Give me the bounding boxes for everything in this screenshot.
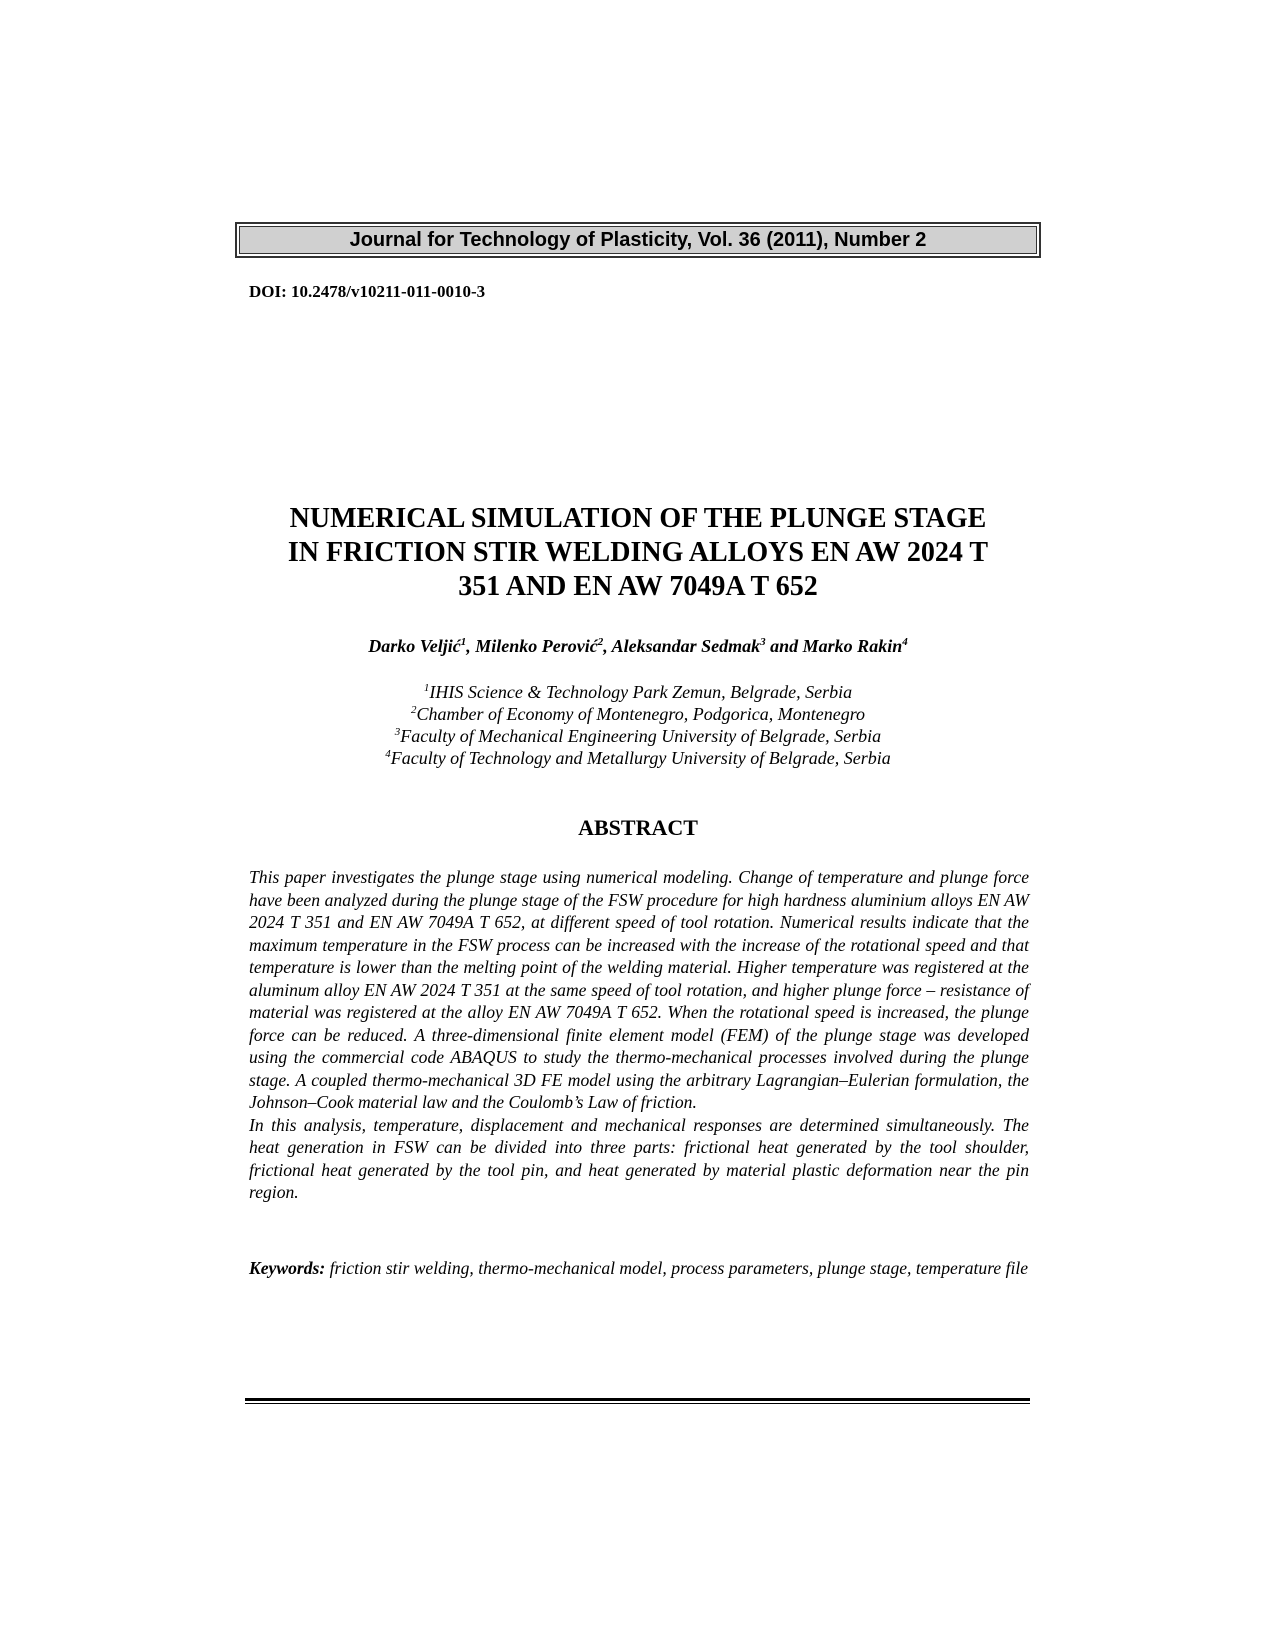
author-name: Marko Rakin xyxy=(802,636,903,656)
author-sup: 1 xyxy=(460,636,467,648)
journal-header-inner xyxy=(239,226,1037,254)
paper-title xyxy=(230,502,1046,604)
affiliation-item xyxy=(230,681,1046,703)
abstract-body xyxy=(249,866,1029,1204)
affiliation-sup: 4 xyxy=(385,748,391,760)
keywords-text: friction stir welding, thermo-mechanical model, process parameters, plunge stage, temperature file xyxy=(325,1258,1029,1278)
affiliation-sup: 3 xyxy=(394,726,401,738)
author-name: Milenko Perović xyxy=(475,636,598,656)
author-name: Darko Veljić xyxy=(368,636,461,656)
author-separator: and xyxy=(765,636,803,656)
keywords xyxy=(249,1257,1029,1280)
affiliation-item xyxy=(230,703,1046,725)
author-separator: , xyxy=(603,636,612,656)
affiliation-sup: 2 xyxy=(410,704,417,716)
affiliation-item xyxy=(230,725,1046,747)
affiliation-text: Faculty of Mechanical Engineering University of Belgrade, Serbia xyxy=(400,726,882,746)
affiliation-text: Chamber of Economy of Montenegro, Podgorica, Montenegro xyxy=(416,704,866,724)
affiliation-text: IHIS Science & Technology Park Zemun, Belgrade, Serbia xyxy=(429,682,853,702)
abstract-heading: ABSTRACT xyxy=(578,815,698,840)
author-separator: , xyxy=(466,636,476,656)
footer-divider-thin xyxy=(245,1403,1030,1404)
abstract-paragraph-2: In this analysis, temperature, displacement and mechanical responses are determined simultaneously. The heat generation in FSW can be divided into three parts: frictional heat generated by the tool shoulder, frictional heat generated by the tool pin, and heat generated by material plastic deformation near the pin region. xyxy=(249,1114,1029,1202)
abstract-paragraph-1: This paper investigates the plunge stage using numerical modeling. Change of temperature and plunge force have been analyzed during the plunge stage of the FSW procedure for high hardness aluminium alloys EN AW 2024 T 351 and EN AW 7049A T 652, at different speed of tool rotation. Numerical results indicate that the maximum temperature in the FSW process can be increased with the increase of the rotational speed and that temperature is lower than the melting point of the welding material. Higher temperature was registered at the aluminum alloy EN AW 2024 T 351 at the same speed of tool rotation, and higher plunge force – resistance of material was registered at the alloy EN AW 7049A T 652. When the rotational speed is increased, the plunge force can be reduced. A three-dimensional finite element model (FEM) of the plunge stage was developed using the commercial code ABAQUS to study the thermo-mechanical processes involved during the plunge stage. A coupled thermo-mechanical 3D FE model using the arbitrary Lagrangian–Eulerian formulation, the Johnson–Cook material law and the Coulomb’s Law of friction. xyxy=(249,867,1029,1112)
author-list xyxy=(230,636,1046,657)
keywords-label: Keywords: xyxy=(249,1258,326,1278)
author-name: Aleksandar Sedmak xyxy=(611,636,761,656)
paper-title-line-1: NUMERICAL SIMULATION OF THE PLUNGE STAGE xyxy=(289,503,987,534)
doi-line: DOI: 10.2478/v10211-011-0010-3 xyxy=(249,282,486,301)
affiliation-sup: 1 xyxy=(423,682,430,694)
paper-title-line-2: IN FRICTION STIR WELDING ALLOYS EN AW 2024 T xyxy=(287,537,989,568)
author-sup: 2 xyxy=(597,636,604,648)
journal-header-box xyxy=(235,222,1041,258)
affiliation-list xyxy=(230,681,1046,769)
footer-divider-thick xyxy=(245,1398,1030,1401)
author-sup: 3 xyxy=(760,636,766,648)
footer-divider xyxy=(245,1398,1030,1404)
affiliation-text: Faculty of Technology and Metallurgy University of Belgrade, Serbia xyxy=(390,748,891,768)
journal-title: Journal for Technology of Plasticity, Vol. 36 (2011), Number 2 xyxy=(349,228,927,251)
affiliation-item xyxy=(230,747,1046,769)
paper-title-line-3: 351 AND EN AW 7049A T 652 xyxy=(458,571,818,602)
author-sup: 4 xyxy=(902,636,908,648)
